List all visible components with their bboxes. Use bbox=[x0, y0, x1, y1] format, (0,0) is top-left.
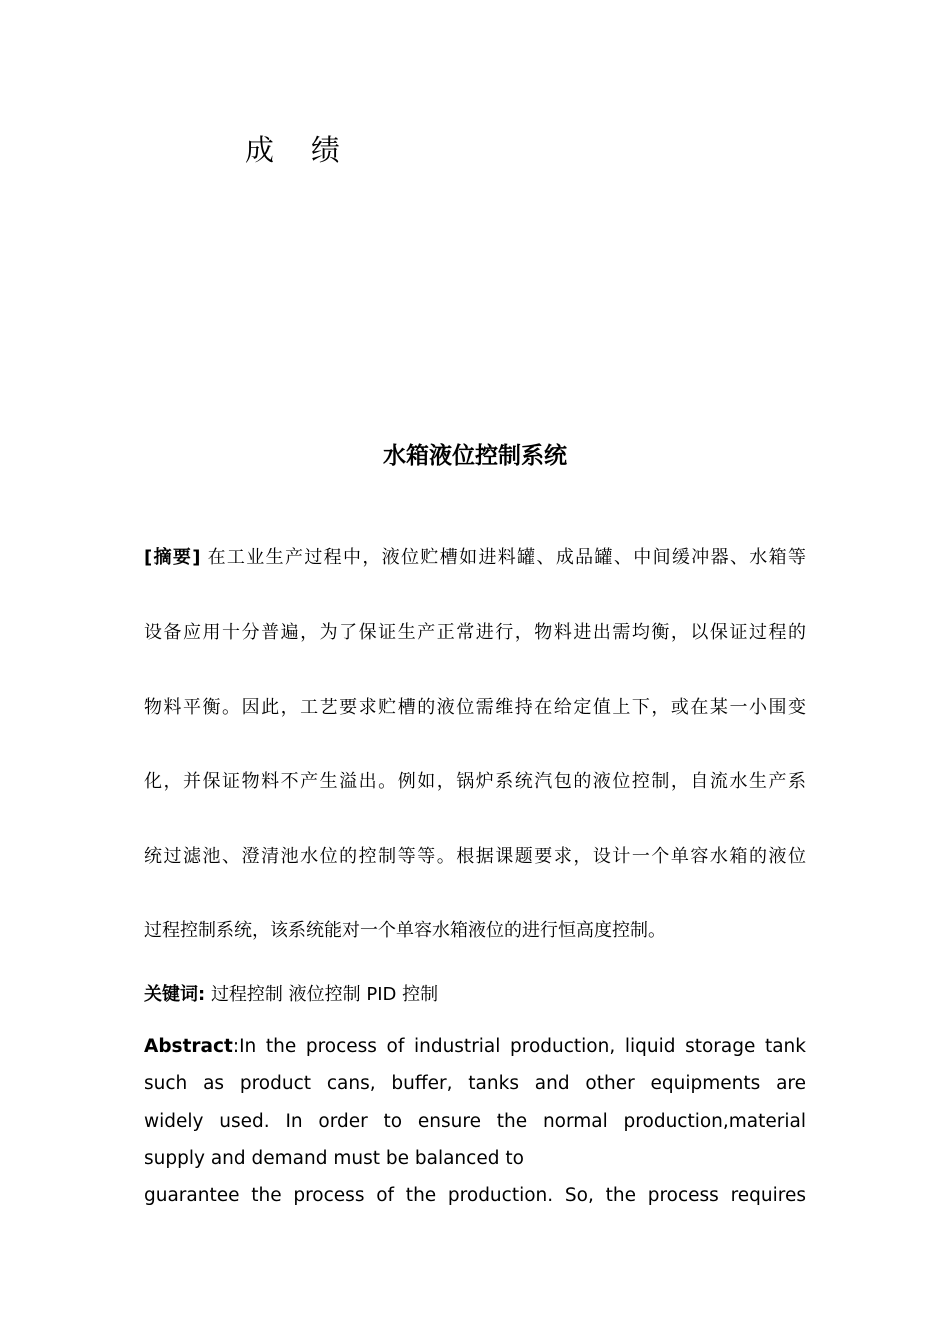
abstract-cn-text: 在工业生产过程中，液位贮槽如进料罐、成品罐、中间缓冲器、水箱等 bbox=[207, 547, 806, 568]
keywords-label: 关键词: bbox=[144, 984, 206, 1005]
abstract-en-text: :In the process of industrial production, liquid storage tank bbox=[232, 1036, 806, 1057]
keywords-text: 过程控制 液位控制 PID 控制 bbox=[210, 984, 439, 1005]
abstract-en-line bbox=[144, 1028, 806, 1065]
keywords bbox=[144, 980, 438, 1010]
abstract-en-label: Abstract bbox=[144, 1036, 233, 1057]
abstract-en-line: guarantee the process of the production. So, the process requires bbox=[144, 1185, 806, 1207]
abstract-cn-label: [摘要] bbox=[144, 547, 201, 568]
grade-title: 成 绩 bbox=[245, 133, 340, 167]
abstract-en-line: widely used. In order to ensure the normal production,material bbox=[144, 1110, 806, 1132]
abstract-en-line: such as product cans, buffer, tanks and other equipments are bbox=[144, 1073, 806, 1095]
abstract-cn-line: 化，并保证物料不产生溢出。例如，锅炉系统汽包的液位控制，自流水生产系 bbox=[144, 771, 806, 792]
document-title: 水箱液位控制系统 bbox=[383, 443, 567, 469]
abstract-cn-line: 过程控制系统，该系统能对一个单容水箱液位的进行恒高度控制。 bbox=[144, 920, 666, 941]
abstract-cn-line: 统过滤池、澄清池水位的控制等等。根据课题要求，设计一个单容水箱的液位 bbox=[144, 846, 806, 867]
abstract-cn-line: 物料平衡。因此，工艺要求贮槽的液位需维持在给定值上下，或在某一小围变 bbox=[144, 697, 806, 718]
abstract-cn-line: 设备应用十分普遍，为了保证生产正常进行，物料进出需均衡，以保证过程的 bbox=[144, 622, 806, 643]
abstract-cn-line bbox=[144, 543, 806, 573]
abstract-english bbox=[144, 1028, 806, 1214]
abstract-en-line: supply and demand must be balanced to bbox=[144, 1147, 524, 1169]
